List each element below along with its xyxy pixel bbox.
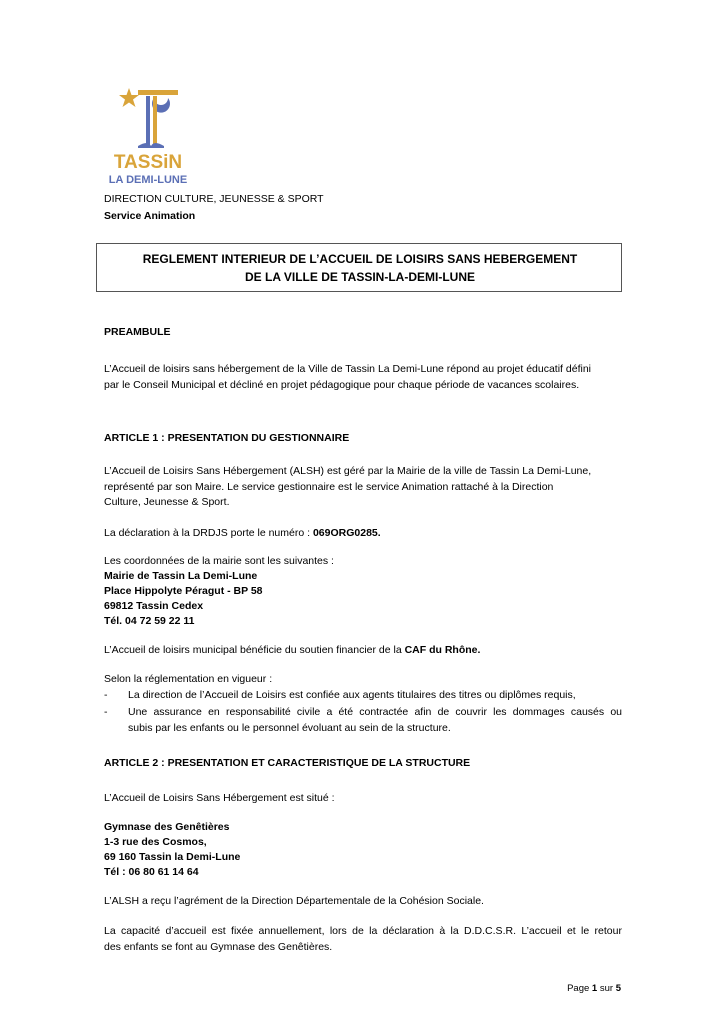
drdjs-number: 069ORG0285. [312, 527, 381, 539]
logo-star [119, 88, 139, 107]
page-current: 1 [591, 983, 598, 994]
bullet-text: La direction de l’Accueil de Loisirs est confiée aux agents titulaires des titres ou diplômes requis, [128, 689, 576, 701]
direction-label: DIRECTION CULTURE, JEUNESSE & SPORT [104, 193, 324, 205]
preambule-line-2: par le Conseil Municipal et décliné en projet pédagogique pour chaque période de vacances scolaires. [104, 379, 580, 391]
logo-t-stem-right [153, 96, 157, 146]
bullet-text-line-1: Une assurance en responsabilité civile a été contractée afin de couvrir les dommages causés ou [128, 706, 622, 718]
logo-t-base [138, 143, 164, 148]
caf-text: L’Accueil de loisirs municipal bénéficie du soutien financier de la [104, 644, 405, 656]
logo-emblem [100, 84, 196, 188]
bullet-item-assurance-cont [104, 721, 622, 736]
bullet-dash: - [104, 689, 108, 701]
coords-intro: Les coordonnées de la mairie sont les suivantes : [104, 555, 334, 567]
gymnase-street: 1-3 rue des Cosmos, [104, 836, 207, 848]
page-total: 5 [615, 983, 621, 994]
sur-word: sur [597, 983, 616, 994]
bullet-dash: - [104, 706, 108, 718]
logo-t-bar [138, 90, 178, 95]
document-title-line-1: REGLEMENT INTERIEUR DE L’ACCUEIL DE LOISIRS SANS HEBERGEMENT [142, 252, 578, 266]
caf-name: CAF du Rhône. [404, 644, 481, 656]
gymnase-phone: Tél : 06 80 61 14 64 [104, 866, 199, 878]
document-title-line-2: DE LA VILLE DE TASSIN-LA-DEMI-LUNE [245, 270, 475, 284]
reglementation-intro: Selon la réglementation en vigueur : [104, 673, 273, 685]
alsh-location-intro: L’Accueil de Loisirs Sans Hébergement est situé : [104, 792, 335, 804]
mairie-street: Place Hippolyte Péragut - BP 58 [104, 585, 263, 597]
gymnase-city: 69 160 Tassin la Demi-Lune [104, 851, 241, 863]
drdjs-text: La déclaration à la DRDJS porte le numéro : [104, 527, 313, 539]
article1-paragraph-line-2: représenté par son Maire. Le service gestionnaire est le service Animation rattaché à la Direction [104, 481, 554, 493]
article1-paragraph-line-1: L’Accueil de Loisirs Sans Hébergement (ALSH) est géré par la Mairie de la ville de Tassin La Demi-Lune, [104, 465, 592, 477]
bullet-item-assurance [104, 705, 622, 720]
article1-paragraph-line-3: Culture, Jeunesse & Sport. [104, 496, 230, 508]
logo-text-main: TASSiN [113, 152, 183, 173]
gymnase-name: Gymnase des Genêtières [104, 821, 230, 833]
capacite-line-2: des enfants se font au Gymnase des Genêtières. [104, 941, 333, 953]
mairie-name: Mairie de Tassin La Demi-Lune [104, 570, 258, 582]
page-word: Page [567, 983, 592, 994]
service-label: Service Animation [104, 210, 196, 222]
document-title-box [96, 243, 622, 292]
article2-heading: ARTICLE 2 : PRESENTATION ET CARACTERISTIQUE DE LA STRUCTURE [104, 757, 471, 769]
logo-t-stem-left [146, 96, 150, 146]
mairie-phone: Tél. 04 72 59 22 11 [104, 615, 195, 627]
article1-heading: ARTICLE 1 : PRESENTATION DU GESTIONNAIRE [104, 432, 350, 444]
agrement-text: L’ALSH a reçu l’agrément de la Direction Départementale de la Cohésion Sociale. [104, 895, 484, 907]
preambule-heading: PREAMBULE [104, 326, 171, 338]
page-number [567, 983, 621, 995]
bullet-item-direction [104, 688, 622, 703]
caf-support [104, 643, 622, 658]
bullet-text-line-2: subis par les enfants ou le personnel évoluant au sein de la structure. [128, 722, 451, 734]
drdjs-declaration [104, 526, 622, 541]
logo-text-sub: LA DEMI-LUNE [108, 174, 188, 186]
tassin-logo [100, 84, 196, 188]
preambule-line-1: L’Accueil de loisirs sans hébergement de la Ville de Tassin La Demi-Lune répond au projet éducatif défini [104, 363, 591, 375]
mairie-city: 69812 Tassin Cedex [104, 600, 204, 612]
capacite-line-1: La capacité d’accueil est fixée annuellement, lors de la déclaration à la D.D.C.S.R. L’accueil et le retour [104, 925, 622, 937]
